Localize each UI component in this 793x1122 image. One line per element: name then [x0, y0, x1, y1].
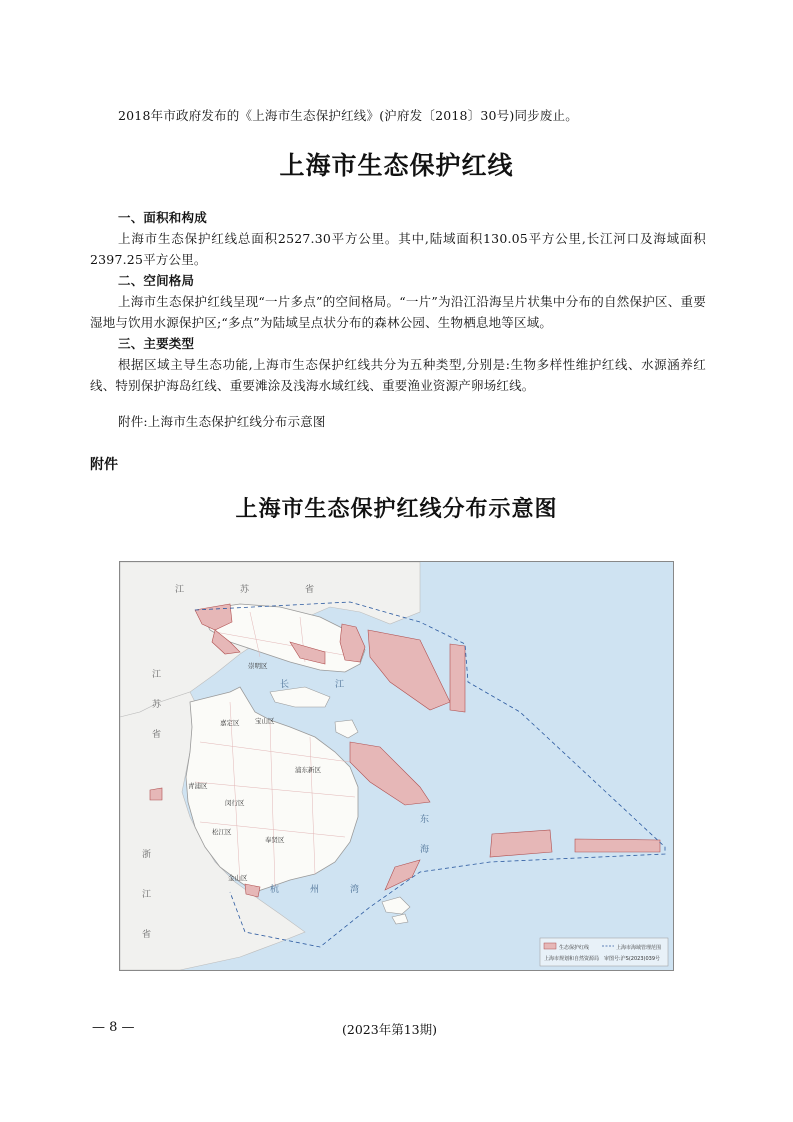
- section-text-types: 根据区域主导生态功能,上海市生态保护红线共分为五种类型,分别是:生物多样性维护红线、水源涵养红线、特别保护海岛红线、重要滩涂及浅海水域红线、重要渔业资源产卵场红线。: [90, 357, 706, 393]
- water-label: 杭: [270, 885, 280, 895]
- section-text-layout: 上海市生态保护红线呈现“一片多点”的空间格局。“一片”为沿江沿海呈片状集中分布的自然保护区、重要湿地与饮用水源保护区;“多点”为陆域呈点状分布的森林公园、生物栖息地等区域。: [90, 294, 706, 330]
- province-label: 省: [305, 585, 315, 595]
- district-label: 青浦区: [188, 782, 208, 790]
- district-label: 嘉定区: [220, 719, 240, 727]
- page-title: 上海市生态保护红线: [279, 151, 514, 180]
- district-label: 宝山区: [255, 717, 275, 725]
- legend-map-number: 审图号:沪S(2023)039号: [604, 956, 661, 962]
- section-heading-layout: 二、空间格局: [118, 273, 195, 288]
- section-text-area: 上海市生态保护红线总面积2527.30平方公里。其中,陆域面积130.05平方公里,长江河口及海域面积2397.25平方公里。: [90, 231, 706, 267]
- province-label: 浙: [142, 850, 152, 860]
- legend-redline-swatch: [544, 943, 556, 949]
- province-label: 苏: [152, 700, 162, 710]
- province-label: 苏: [240, 585, 250, 595]
- province-label: 江: [142, 890, 152, 900]
- water-label: 东: [420, 815, 430, 825]
- district-label: 金山区: [228, 874, 248, 882]
- water-label: 江: [335, 680, 345, 690]
- intro-line: 2018年市政府发布的《上海市生态保护红线》(沪府发〔2018〕30号)同步废止。: [118, 108, 578, 123]
- province-label: 江: [175, 585, 185, 595]
- district-label: 浦东新区: [295, 766, 321, 774]
- page-number: — 8 —: [92, 1020, 135, 1035]
- map-legend: [540, 938, 668, 966]
- district-label: 崇明区: [248, 662, 268, 670]
- legend-issuer: 上海市规划和自然资源局: [544, 956, 600, 962]
- section-heading-area: 一、面积和构成: [118, 210, 207, 225]
- district-label: 闵行区: [225, 799, 245, 807]
- province-label: 江: [152, 670, 162, 680]
- legend-boundary-label: 上海市海域管理范围: [616, 945, 662, 951]
- yangshan-island: [382, 897, 410, 914]
- yangshan-island-2: [392, 914, 408, 924]
- map-canvas: [120, 562, 673, 970]
- hengsha-island: [335, 720, 358, 738]
- province-label: 省: [152, 730, 162, 740]
- water-label: 海: [420, 845, 430, 855]
- attachment-note: 附件:上海市生态保护红线分布示意图: [118, 414, 326, 429]
- water-label: 州: [310, 885, 320, 895]
- section-heading-types: 三、主要类型: [118, 336, 195, 351]
- legend-redline-label: 生态保护红线: [559, 945, 590, 951]
- water-label: 湾: [350, 885, 360, 895]
- redline-map: [119, 561, 674, 971]
- attachment-label: 附件: [90, 457, 118, 473]
- province-label: 省: [142, 930, 152, 940]
- water-label: 长: [280, 680, 290, 690]
- map-title: 上海市生态保护红线分布示意图: [235, 497, 558, 522]
- district-label: 松江区: [212, 828, 232, 836]
- changxing-island: [270, 687, 330, 707]
- issue-number: (2023年第13期): [342, 1022, 437, 1037]
- district-label: 奉贤区: [265, 836, 285, 844]
